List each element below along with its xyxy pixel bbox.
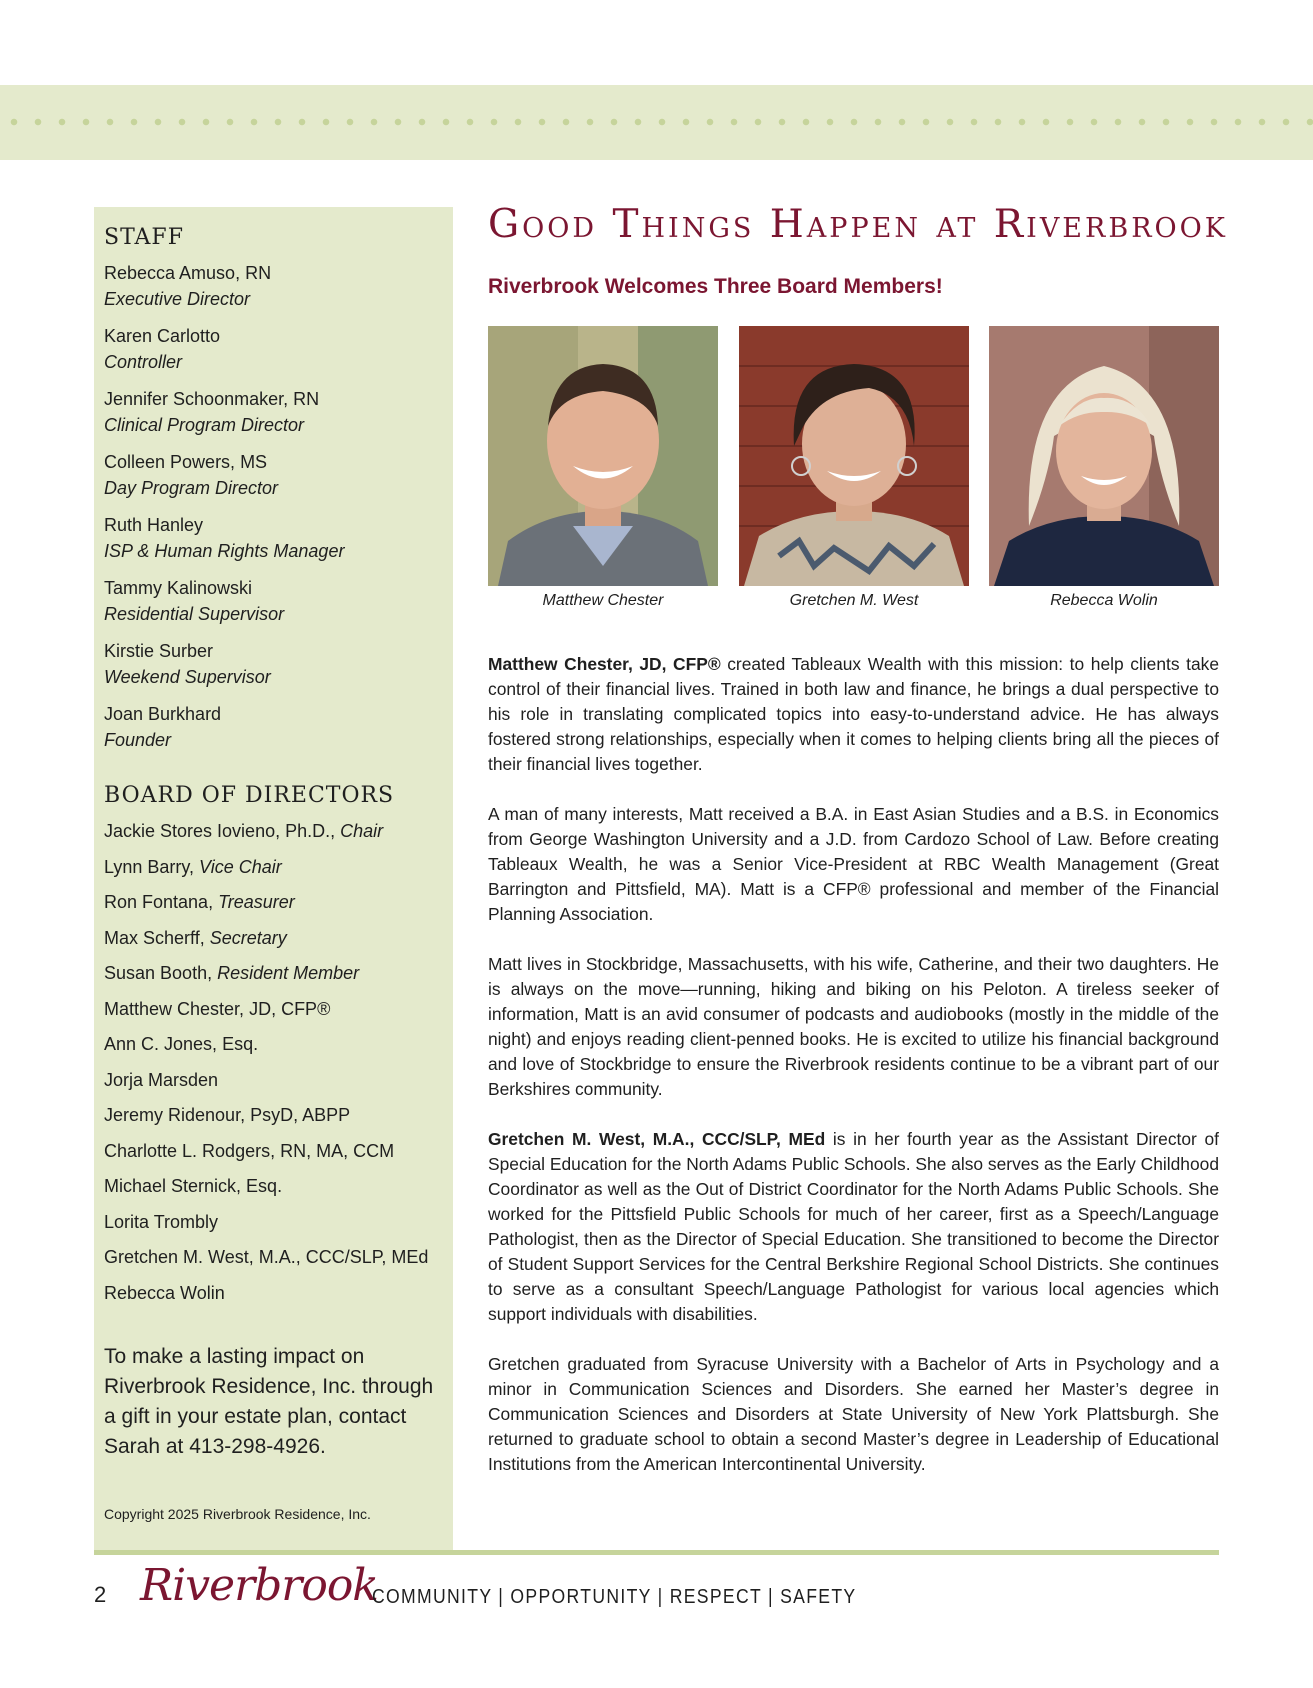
board-name: Max Scherff, bbox=[104, 927, 210, 948]
board-name: Gretchen M. West, M.A., CCC/SLP, MEd bbox=[104, 1247, 429, 1267]
footer-rule bbox=[94, 1550, 1219, 1555]
board-name: Susan Booth, bbox=[104, 963, 218, 983]
photo-caption: Matthew Chester bbox=[542, 592, 664, 609]
staff-list bbox=[104, 260, 443, 753]
staff-heading: STAFF bbox=[104, 225, 184, 250]
staff-name: Kirstie Surber bbox=[104, 641, 214, 661]
board-entry bbox=[104, 960, 443, 986]
estate-plan-note: To make a lasting impact on Riverbrook Residence, Inc. through a gift in your estate plan, contact Sarah at 413-298-4926. bbox=[104, 1344, 434, 1458]
staff-entry bbox=[104, 260, 443, 312]
staff-title: Clinical Program Director bbox=[104, 415, 305, 435]
photo-caption: Rebecca Wolin bbox=[1050, 592, 1158, 609]
paragraph-lead: Matthew Chester, JD, CFP® bbox=[488, 654, 721, 674]
board-entry bbox=[104, 1138, 443, 1164]
board-name: Ann C. Jones, Esq. bbox=[104, 1034, 259, 1054]
board-entry bbox=[104, 1173, 443, 1199]
board-name: Jeremy Ridenour, PsyD, ABPP bbox=[104, 1105, 351, 1125]
paragraph-lead: Gretchen M. West, M.A., CCC/SLP, MEd bbox=[488, 1129, 826, 1149]
board-name: Jorja Marsden bbox=[104, 1069, 219, 1090]
paragraph bbox=[488, 1127, 1219, 1327]
photo-gretchen-west bbox=[739, 326, 969, 586]
board-name: Jackie Stores Iovieno, Ph.D., bbox=[104, 821, 341, 841]
board-name: Michael Sternick, Esq. bbox=[104, 1176, 283, 1196]
tagline: COMMUNITY | OPPORTUNITY | RESPECT | SAFETY bbox=[372, 1586, 857, 1608]
staff-entry bbox=[104, 323, 443, 375]
board-role: Vice Chair bbox=[199, 856, 282, 877]
staff-entry bbox=[104, 701, 443, 753]
board-name: Lynn Barry, bbox=[104, 856, 200, 877]
board-entry bbox=[104, 925, 443, 951]
article-body bbox=[488, 652, 1219, 1502]
board-role: Treasurer bbox=[218, 892, 295, 912]
paragraph: Gretchen graduated from Syracuse University with a Bachelor of Arts in Psychology and a minor in Communication Sciences and Disorders. She earned her Master’s degree in Communication Sciences and Disorders at State University of New York Plattsburgh. She returned to graduate school to obtain a second Master’s degree in Leadership of Educational Institutions from the American Intercontinental University. bbox=[488, 1354, 1219, 1474]
sidebar bbox=[94, 207, 453, 1550]
staff-title: ISP & Human Rights Manager bbox=[104, 541, 345, 561]
page-number: 2 bbox=[94, 1582, 107, 1607]
staff-name: Tammy Kalinowski bbox=[104, 578, 253, 598]
paragraph-text: created Tableaux Wealth with this mission: to help clients take control of their financial lives. Trained in both law and finance, he brings a dual perspective to his role in translating complicated topics into easy-to-understand advice. He has always fostered strong relationships, especially when it comes to helping clients bring all the pieces of their financial lives together. bbox=[488, 654, 1220, 774]
board-list bbox=[104, 818, 443, 1306]
staff-entry bbox=[104, 449, 443, 501]
board-entry bbox=[104, 1280, 443, 1306]
page-title: Good Things Happen at Riverbrook bbox=[488, 202, 1228, 247]
board-name: Matthew Chester, JD, CFP® bbox=[104, 998, 331, 1019]
photo-matthew-chester bbox=[488, 326, 718, 586]
riverbrook-logo: Riverbrook bbox=[140, 1560, 378, 1611]
board-entry bbox=[104, 1102, 443, 1128]
board-name: Ron Fontana, bbox=[104, 892, 219, 912]
staff-title: Executive Director bbox=[104, 289, 251, 309]
board-heading: BOARD OF DIRECTORS bbox=[104, 783, 395, 808]
board-entry bbox=[104, 854, 443, 880]
board-entry bbox=[104, 1244, 443, 1270]
board-role: Resident Member bbox=[217, 963, 360, 983]
staff-title: Controller bbox=[104, 352, 183, 372]
paragraph: Matt lives in Stockbridge, Massachusetts, with his wife, Catherine, and their two daughters. He is always on the move—running, hiking and biking on his Peloton. A tireless seeker of information, Matt is an avid consumer of podcasts and audiobooks (mostly in the middle of the night) and enjoys reading client-penned books. He is excited to utilize his financial background and love of Stockbridge to ensure the Riverbrook residents continue to be a vibrant part of our Berkshires community. bbox=[488, 954, 1219, 1099]
board-role: Chair bbox=[340, 821, 384, 841]
copyright: Copyright 2025 Riverbrook Residence, Inc. bbox=[104, 1505, 371, 1522]
board-entry bbox=[104, 1031, 443, 1057]
staff-name: Rebecca Amuso, RN bbox=[104, 263, 272, 283]
staff-name: Colleen Powers, MS bbox=[104, 452, 268, 472]
photo-rebecca-wolin bbox=[989, 326, 1219, 586]
paragraph: A man of many interests, Matt received a B.A. in East Asian Studies and a B.S. in Economics from George Washington University and a J.D. from Cardozo School of Law. Before creating Tableaux Wealth, he was a Senior Vice-President at RBC Wealth Management (Great Barrington and Pittsfield, MA). Matt is a CFP® professional and member of the Financial Planning Association. bbox=[488, 804, 1219, 924]
board-entry bbox=[104, 996, 443, 1022]
paragraph bbox=[488, 652, 1219, 777]
staff-entry bbox=[104, 575, 443, 627]
board-name: Rebecca Wolin bbox=[104, 1282, 225, 1303]
board-entry bbox=[104, 1067, 443, 1093]
staff-name: Joan Burkhard bbox=[104, 704, 222, 724]
staff-name: Jennifer Schoonmaker, RN bbox=[104, 389, 320, 409]
board-entry bbox=[104, 818, 443, 844]
photo-caption: Gretchen M. West bbox=[789, 592, 919, 609]
staff-name: Ruth Hanley bbox=[104, 515, 204, 535]
board-name: Lorita Trombly bbox=[104, 1211, 219, 1232]
staff-title: Weekend Supervisor bbox=[104, 667, 271, 687]
article-subtitle: Riverbrook Welcomes Three Board Members! bbox=[488, 275, 943, 298]
staff-entry bbox=[104, 512, 443, 564]
board-role: Secretary bbox=[209, 927, 287, 948]
staff-title: Residential Supervisor bbox=[104, 604, 285, 624]
board-entry bbox=[104, 1209, 443, 1235]
board-name: Charlotte L. Rodgers, RN, MA, CCM bbox=[104, 1140, 395, 1161]
staff-entry bbox=[104, 386, 443, 438]
paragraph-text: is in her fourth year as the Assistant Director of Special Education for the North Adams Public Schools. She also serves as the Early Childhood Coordinator as well as the Out of District Coordinator for the North Adams Public Schools. She worked for the Pittsfield Public Schools for much of her career, first as a Speech/Language Pathologist, then as the Director of Special Education. She transitioned to become the Director of Student Support Services for the Central Berkshire Regional School Districts. She continues to serve as a consultant Speech/Language Pathologist for various local agencies which support individuals with disabilities. bbox=[488, 1129, 1219, 1324]
header-dot-pattern bbox=[0, 118, 1313, 126]
staff-entry bbox=[104, 638, 443, 690]
staff-title: Founder bbox=[104, 730, 172, 750]
board-entry bbox=[104, 889, 443, 915]
staff-name: Karen Carlotto bbox=[104, 326, 221, 346]
staff-title: Day Program Director bbox=[104, 478, 279, 498]
